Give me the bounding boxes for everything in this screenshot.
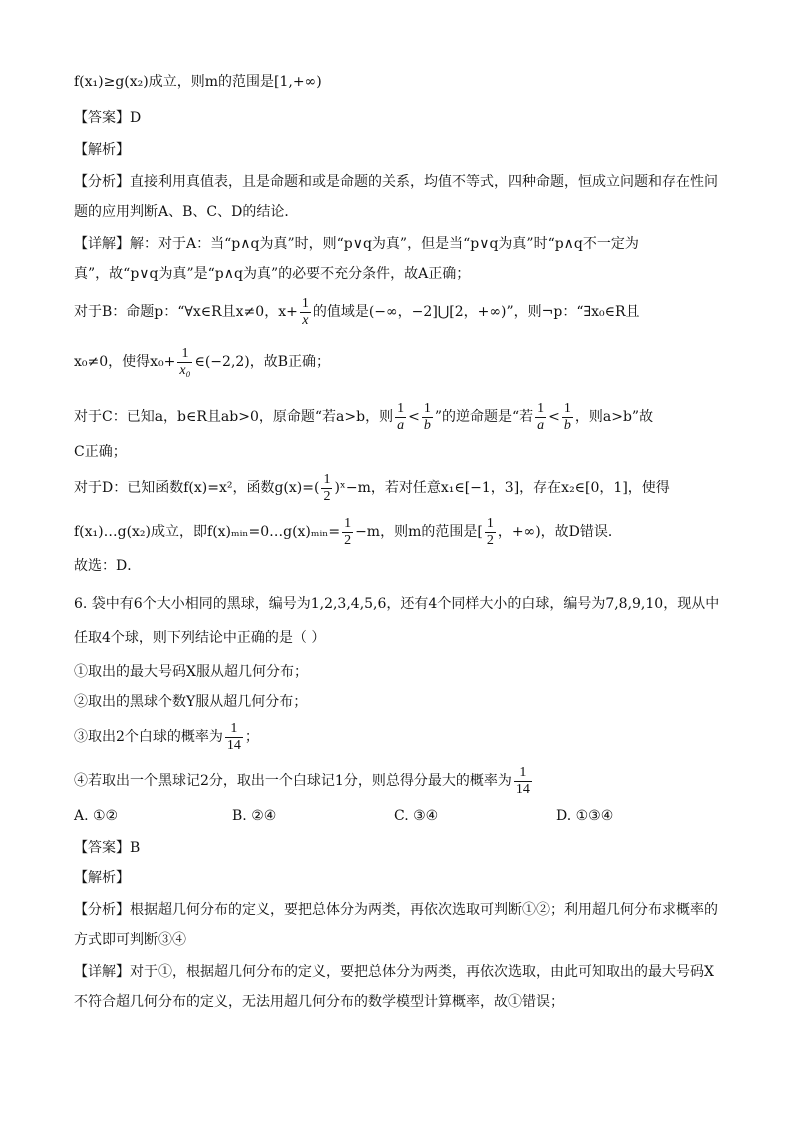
answer-label: 【答案】 <box>74 110 130 126</box>
xiangjie-label: 【详解】 <box>74 236 130 252</box>
text-segment: 对于B：命题p：“∀x∈R且x≠0，x+ <box>74 304 298 320</box>
fraction-1-over-14 <box>225 721 243 754</box>
fraction-numerator: 1 <box>486 515 494 531</box>
xiangjie-line-1 <box>74 234 724 254</box>
fraction-numerator: 1 <box>563 400 571 416</box>
fraction-denominator: x <box>302 312 309 328</box>
fraction-denominator: b <box>423 417 431 433</box>
fraction-denominator: b <box>563 417 571 433</box>
text-segment: )ˣ−m，若对任意x₁∈[−1，3]，存在x₂∈[0，1]，使得 <box>334 480 670 496</box>
answer-value: D <box>130 110 142 126</box>
analysis-label-2: 【解析】 <box>74 870 130 886</box>
text-segment: ，则a>b”故 <box>574 409 654 425</box>
fenxi-label: 【分析】 <box>74 174 130 190</box>
xiangjie2-line-1 <box>74 962 724 982</box>
fraction-numerator: 1 <box>514 765 532 782</box>
fraction-denominator: x₀ <box>179 362 191 378</box>
fenxi-text: 根据超几何分布的定义，要把总体分为两类，再依次选取可判断①②；利用超几何分布求概率的 <box>130 902 718 918</box>
fraction-1-over-b <box>422 401 433 434</box>
fraction-numerator: 1 <box>177 346 192 363</box>
fenxi2-line-1 <box>74 900 724 920</box>
text-segment: ”的逆命题是“若 <box>434 409 534 425</box>
text-segment: x₀≠0，使得x₀+ <box>74 354 176 370</box>
option-d: D. ①③④ <box>556 808 614 824</box>
fraction-numerator: 1 <box>225 721 243 738</box>
answer-line-2 <box>74 838 724 858</box>
analysis-label: 【解析】 <box>74 142 130 158</box>
xiangjie-line-b1 <box>74 292 724 332</box>
answer-line <box>74 108 724 128</box>
text-segment: 的值域是(−∞，−2]⋃[2，+∞)”，则¬p：“∃x₀∈R且 <box>312 304 640 320</box>
statement-3 <box>74 716 724 758</box>
text-segment: 对于D：已知函数f(x)=x²，函数g(x)=( <box>74 480 320 496</box>
fraction-denominator: 2 <box>323 488 331 504</box>
fraction-1-over-2 <box>342 516 353 549</box>
xiangjie-line-2: 真”，故“p∨q为真”是“p∧q为真”的必要不充分条件，故A正确； <box>74 266 471 282</box>
fenxi2-line-2: 方式即可判断③④ <box>74 932 186 948</box>
statement-4 <box>74 760 724 802</box>
answer-value: B <box>130 840 141 856</box>
fraction-denominator: 14 <box>515 781 530 797</box>
option-a: A. ①② <box>74 808 119 824</box>
statement-2: ②取出的黑球个数Y服从超几何分布； <box>74 694 308 710</box>
fenxi-text: 直接利用真值表，且是命题和或是命题的关系，均值不等式，四种命题，恒成立问题和存在性问 <box>130 174 718 190</box>
xiangjie2-line-2: 不符合超几何分布的定义，无法用超几何分布的数学模型计算概率，故①错误； <box>74 994 564 1010</box>
option-b: B. ②④ <box>232 808 277 824</box>
fraction-numerator: 1 <box>323 471 331 487</box>
fraction-numerator: 1 <box>344 515 352 531</box>
fraction-1-over-a <box>535 401 546 434</box>
text-line: f(x₁)≥g(x₂)成立，则m的范围是[1,+∞) <box>74 74 322 90</box>
answer-label: 【答案】 <box>74 840 130 856</box>
xiangjie-text: 对于①，根据超几何分布的定义，要把总体分为两类，再依次选取，由此可知取出的最大号码X <box>130 964 714 980</box>
fraction-1-over-14 <box>514 765 532 798</box>
text-segment: f(x₁)…g(x₂)成立，即f(x)ₘᵢₙ=0…g(x)ₘᵢₙ= <box>74 524 341 540</box>
fraction-1-over-x <box>300 296 311 329</box>
question-6-line-1: 6. 袋中有6个大小相同的黑球，编号为1,2,3,4,5,6，还有4个同样大小的白球，编号为7,8,9,10，现从中 <box>74 596 720 612</box>
fraction-numerator: 1 <box>537 400 545 416</box>
answer-choice-line: 故选：D． <box>74 558 142 574</box>
fraction-denominator: 14 <box>226 737 241 753</box>
xiangjie-line-d1 <box>74 468 724 508</box>
statement-1: ①取出的最大号码X服从超几何分布； <box>74 664 308 680</box>
text-segment: ，+∞)，故D错误． <box>497 524 622 540</box>
fraction-denominator: 2 <box>344 532 352 548</box>
fenxi-line-1 <box>74 172 724 192</box>
question-6-line-2: 任取4个球，则下列结论中正确的是（ ） <box>74 630 326 646</box>
xiangjie-line-c2: C正确； <box>74 444 127 460</box>
text-segment: ； <box>244 729 259 745</box>
xiangjie-label: 【详解】 <box>74 964 130 980</box>
fenxi-label: 【分析】 <box>74 902 130 918</box>
fraction-denominator: 2 <box>486 532 494 548</box>
fraction-denominator: a <box>537 417 545 433</box>
xiangjie-line-b2 <box>74 340 724 384</box>
fraction-1-over-2 <box>485 516 496 549</box>
xiangjie-text: 解：对于A：当“p∧q为真”时，则“p∨q为真”，但是当“p∨q为真”时“p∧q不一定为 <box>130 236 639 252</box>
option-c: C. ③④ <box>394 808 439 824</box>
text-segment: ④若取出一个黑球记2分，取出一个白球记1分，则总得分最大的概率为 <box>74 773 512 789</box>
text-segment: ∈(−2,2)，故B正确； <box>194 354 331 370</box>
fraction-1-over-b <box>562 401 573 434</box>
fraction-1-over-2 <box>321 472 332 505</box>
text-segment: −m，则m的范围是[ <box>355 524 483 540</box>
fraction-numerator: 1 <box>423 400 431 416</box>
fraction-numerator: 1 <box>397 400 405 416</box>
xiangjie-line-d2 <box>74 512 724 552</box>
fraction-numerator: 1 <box>301 295 309 311</box>
fraction-1-over-a <box>395 401 406 434</box>
xiangjie-line-c1: 对于C：已知a，b∈R且ab>0，原命题“若a>b，则 $\frac{1}{a}$ < $\frac{1}{b}$ ”的逆命题是“若 $\frac{1}{a}$ < $\frac{1}{b}$ ，则a>b”故 <box>74 400 654 433</box>
fraction-denominator: a <box>397 417 405 433</box>
fraction-1-over-x0 <box>177 346 192 379</box>
fenxi-line-2: 题的应用判断A、B、C、D的结论． <box>74 204 299 220</box>
text-segment: 对于C：已知a，b∈R且ab>0，原命题“若a>b，则 <box>74 409 394 425</box>
text-segment: ③取出2个白球的概率为 <box>74 729 223 745</box>
